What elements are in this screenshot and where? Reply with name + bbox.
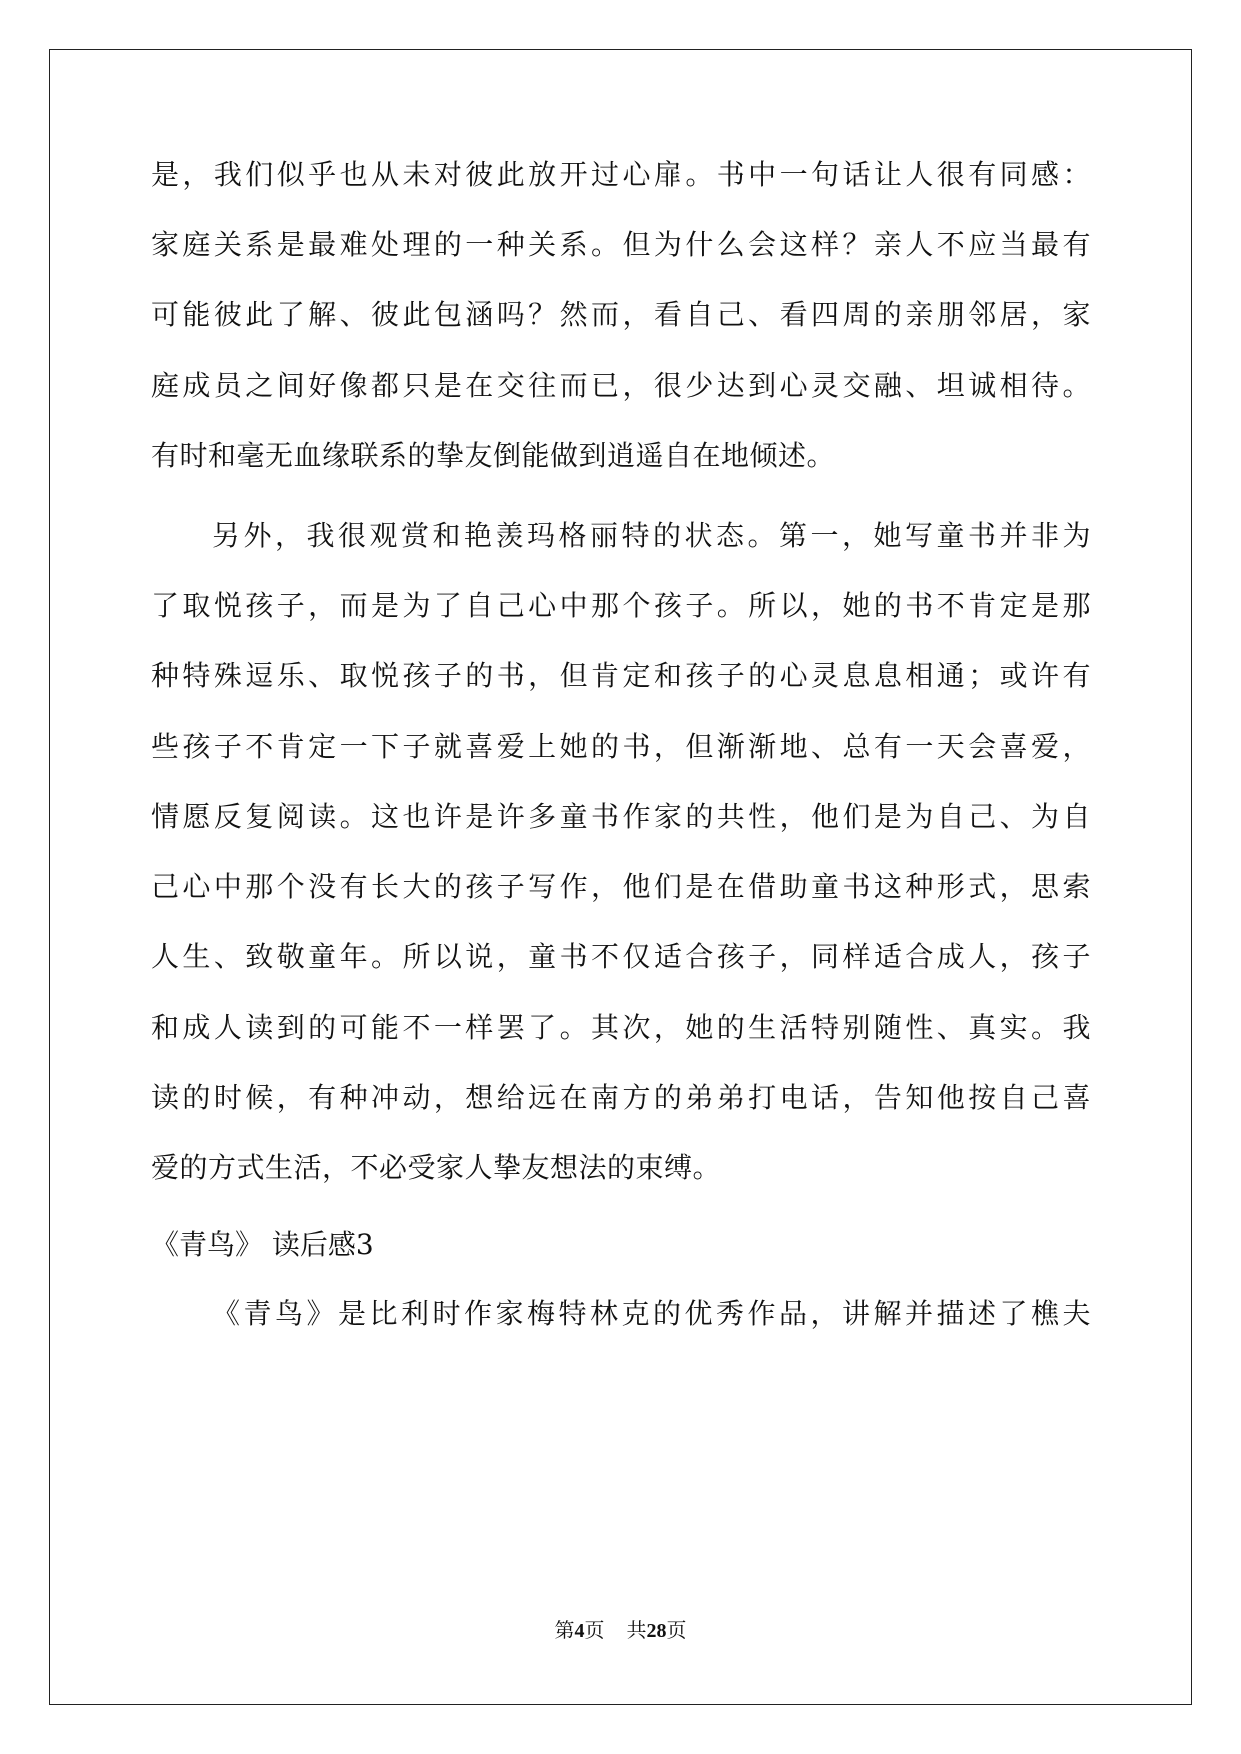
page-footer bbox=[0, 1614, 1241, 1643]
paragraph-line: 是，我们似乎也从未对彼此放开过心扉。书中一句话让人很有同感： bbox=[151, 158, 1091, 191]
paragraph-line: 种特殊逗乐、取悦孩子的书，但肯定和孩子的心灵息息相通；或许有 bbox=[151, 659, 1091, 692]
paragraph-line: 爱的方式生活，不必受家人挚友想法的束缚。 bbox=[151, 1151, 722, 1184]
paragraph-line: 了取悦孩子，而是为了自己心中那个孩子。所以，她的书不肯定是那 bbox=[151, 589, 1091, 622]
paragraph-line: 和成人读到的可能不一样罢了。其次，她的生活特别随性、真实。我 bbox=[151, 1011, 1091, 1044]
section-heading: 《青鸟》 读后感3 bbox=[151, 1228, 374, 1261]
total-prefix: 共 bbox=[626, 1620, 647, 1642]
paragraph-line: 人生、致敬童年。所以说，童书不仅适合孩子，同样适合成人，孩子 bbox=[151, 940, 1091, 973]
page-prefix: 第 bbox=[554, 1620, 575, 1642]
paragraph-line: 另外，我很观赏和艳羡玛格丽特的状态。第一，她写童书并非为 bbox=[212, 519, 1091, 552]
paragraph-line: 家庭关系是最难处理的一种关系。但为什么会这样？亲人不应当最有 bbox=[151, 228, 1091, 261]
paragraph-line: 情愿反复阅读。这也许是许多童书作家的共性，他们是为自己、为自 bbox=[151, 800, 1091, 833]
paragraph-line: 己心中那个没有长大的孩子写作，他们是在借助童书这种形式，思索 bbox=[151, 870, 1091, 903]
total-suffix: 页 bbox=[666, 1620, 687, 1642]
paragraph-line: 些孩子不肯定一下子就喜爱上她的书，但渐渐地、总有一天会喜爱， bbox=[151, 730, 1091, 763]
page-suffix: 页 bbox=[584, 1620, 605, 1642]
paragraph-line: 《青鸟》是比利时作家梅特林克的优秀作品，讲解并描述了樵夫 bbox=[212, 1297, 1091, 1330]
total-pages: 28 bbox=[646, 1620, 667, 1642]
paragraph-line: 可能彼此了解、彼此包涵吗？然而，看自己、看四周的亲朋邻居，家 bbox=[151, 298, 1091, 331]
paragraph-line: 有时和毫无血缘联系的挚友倒能做到逍遥自在地倾述。 bbox=[151, 439, 836, 472]
paragraph-line: 庭成员之间好像都只是在交往而已，很少达到心灵交融、坦诚相待。 bbox=[151, 369, 1091, 402]
paragraph-line: 读的时候，有种冲动，想给远在南方的弟弟打电话，告知他按自己喜 bbox=[151, 1081, 1091, 1114]
page-number: 4 bbox=[574, 1620, 585, 1642]
